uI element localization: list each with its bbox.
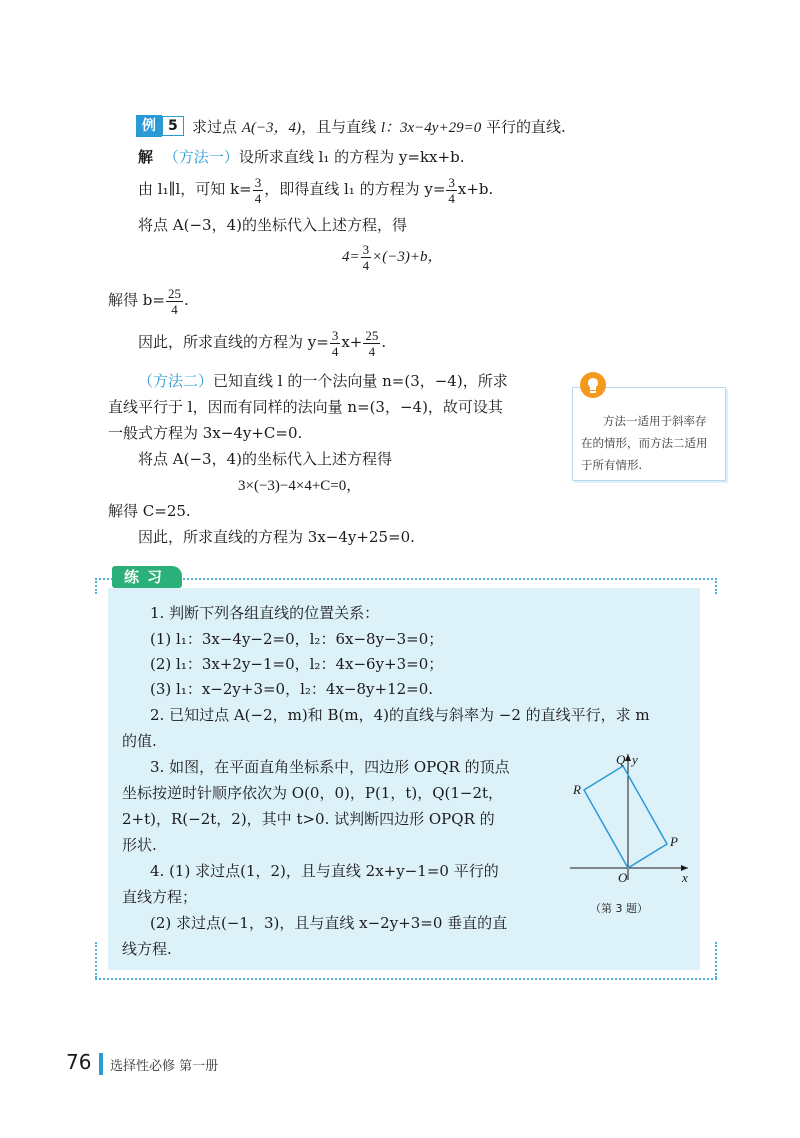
solution-line-1: 解 （方法一）设所求直线 l₁ 的方程为 y=kx+b. xyxy=(138,148,465,166)
method2-line-2: 直线平行于 l，因而有同样的法向量 n=(3，−4)，故可设其 xyxy=(108,398,503,416)
method2-line-1: （方法二）已知直线 l 的一个法向量 n=(3，−4)，所求 xyxy=(138,372,508,390)
method2-line-3: 一般式方程为 3x−4y+C=0. xyxy=(108,424,303,442)
method2-line-4: 将点 A(−3，4)的坐标代入上述方程得 xyxy=(138,450,392,468)
solution-line-4: 解得 b= $\frac{25}{4}$ . xyxy=(108,285,189,317)
exercise-q4-part2: (2) 求过点(−1，3)，且与直线 x−2y+3=0 垂直的直 xyxy=(150,914,508,932)
label-q: Q xyxy=(616,752,626,767)
footer-divider xyxy=(99,1053,103,1075)
divider xyxy=(95,978,717,980)
exercise-q4-cont1: 直线方程； xyxy=(122,888,198,906)
divider xyxy=(95,578,97,594)
example-number: 5 xyxy=(162,116,184,136)
fraction: $\frac{3}{4}$ xyxy=(331,327,339,359)
example-question: 求过点 A(−3，4)，且与直线 l：3x−4y+29=0 平行的直线. xyxy=(192,118,566,136)
exercise-q3-cont2: 2+t)，R(−2t，2)，其中 t>0. 试判断四边形 OPQR 的 xyxy=(122,810,495,828)
divider xyxy=(715,942,717,978)
note-line-1: 方法一适用于斜率存 xyxy=(603,414,707,428)
book-title: 选择性必修 第一册 xyxy=(110,1059,219,1074)
label-r: R xyxy=(573,782,581,797)
fraction: $\frac{3}{4}$ xyxy=(254,174,262,206)
figure-caption: （第 3 题） xyxy=(590,902,648,915)
fraction: $\frac{25}{4}$ xyxy=(167,285,181,317)
page-number: 76 xyxy=(66,1050,92,1074)
divider xyxy=(95,578,717,580)
quadrilateral-opqr xyxy=(584,766,667,868)
exercise-q3-cont1: 坐标按逆时针顺序依次为 O(0，0)，P(1，t)，Q(1−2t， xyxy=(122,784,504,802)
label-o: O xyxy=(618,870,628,885)
exercise-q1-part2: (2) l₁：3x+2y−1=0，l₂：4x−6y+3=0； xyxy=(150,655,444,673)
note-line-3: 于所有情形. xyxy=(581,458,643,472)
exercise-q4: 4. (1) 求过点(1，2)，且与直线 2x+y−1=0 平行的 xyxy=(150,862,499,880)
label-y: y xyxy=(632,752,638,767)
fraction: $\frac{3}{4}$ xyxy=(362,241,370,273)
solution-line-2: 由 l₁∥l，可知 k= $\frac{3}{4}$ ，即得直线 l₁ 的方程为 y= $\frac{3}{4}$ x+b. xyxy=(138,174,494,206)
method2-line-6: 因此，所求直线的方程为 3x−4y+25=0. xyxy=(138,528,415,546)
side-note xyxy=(572,387,726,481)
label-x: x xyxy=(682,870,688,885)
method2-equation: 3×(−3)−4×4+C=0， xyxy=(238,478,362,494)
method2-line-5: 解得 C=25. xyxy=(108,502,191,520)
solution-line-5: 因此，所求直线的方程为 y= $\frac{3}{4}$ x+ $\frac{25}{4}$ . xyxy=(138,327,387,359)
lightbulb-icon xyxy=(580,372,606,398)
note-line-2: 在的情形，而方法二适用 xyxy=(581,436,708,450)
method2-label: （方法二） xyxy=(138,372,214,390)
quadrilateral-figure xyxy=(560,740,700,930)
exercise-q1-part3: (3) l₁：x−2y+3=0，l₂：4x−8y+12=0. xyxy=(150,680,434,698)
exercise-q4-cont2: 线方程. xyxy=(122,940,172,958)
exercise-q2: 2. 已知过点 A(−2，m)和 B(m，4)的直线与斜率为 −2 的直线平行，求 m xyxy=(150,706,650,724)
fraction: $\frac{25}{4}$ xyxy=(365,327,379,359)
divider xyxy=(715,578,717,594)
divider xyxy=(95,942,97,978)
exercise-q3: 3. 如图，在平面直角坐标系中，四边形 OPQR 的顶点 xyxy=(150,758,510,776)
example-tag: 例 xyxy=(136,115,162,137)
exercise-q1-part1: (1) l₁：3x−4y−2=0，l₂：6x−8y−3=0； xyxy=(150,630,444,648)
y-axis-arrow xyxy=(625,754,631,761)
exercise-q1: 1. 判断下列各组直线的位置关系： xyxy=(150,604,380,622)
exercise-q2-cont: 的值. xyxy=(122,732,157,750)
label-p: P xyxy=(670,834,678,849)
exercise-q3-cont3: 形状. xyxy=(122,836,157,854)
method1-label: （方法一） xyxy=(163,148,239,166)
equation-1: 4= $\frac{3}{4}$ ×(−3)+b， xyxy=(342,241,443,273)
solution-line-3: 将点 A(−3，4)的坐标代入上述方程，得 xyxy=(138,216,407,234)
exercise-title: 练习 xyxy=(112,566,182,588)
fraction: $\frac{3}{4}$ xyxy=(448,174,455,206)
example-label xyxy=(136,115,184,137)
